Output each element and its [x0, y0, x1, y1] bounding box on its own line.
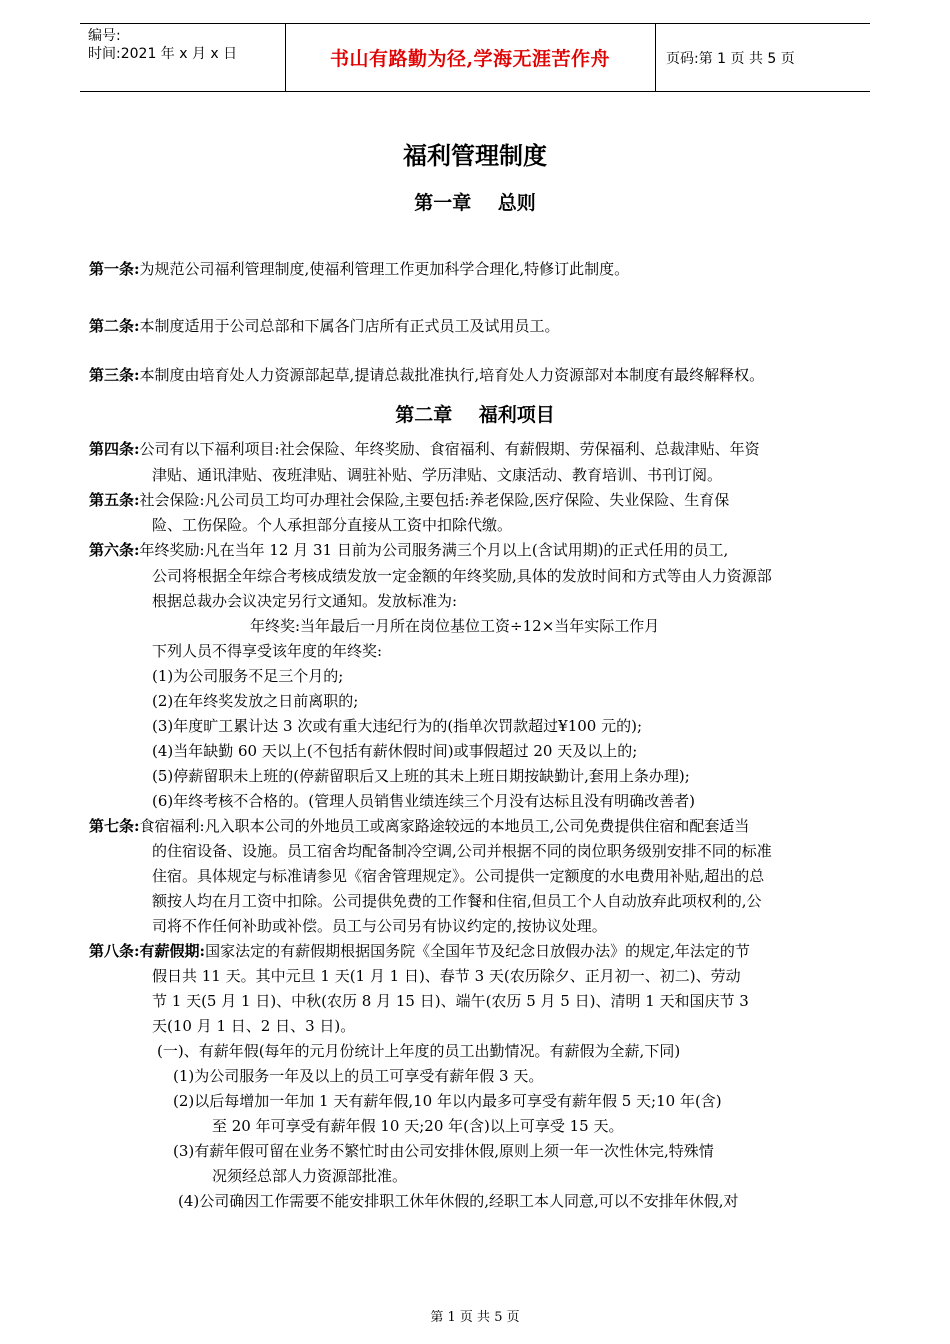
chapter-heading-2: 第二章 福利项目 [395, 404, 555, 426]
list-item: (1)为公司服务不足三个月的; [152, 667, 344, 685]
article-text-line: 根据总裁办会议决定另行文通知。发放标准为: [152, 592, 458, 610]
article-7 [89, 816, 749, 836]
bonus-formula: 年终奖:当年最后一月所在岗位基位工资÷12×当年实际工作月 [250, 617, 660, 635]
list-item: (5)停薪留职未上班的(停薪留职后又上班的其未上班日期按缺勤计,套用上条办理); [152, 767, 690, 785]
list-item-continuation: 况须经总部人力资源部批准。 [212, 1167, 408, 1185]
header-meta [88, 27, 284, 63]
article-1 [89, 259, 629, 279]
article-label: 第七条: [89, 817, 140, 835]
document-number-label: 编号: [88, 28, 121, 44]
article-text: 本制度适用于公司总部和下属各门店所有正式员工及试用员工。 [139, 317, 560, 335]
article-text-line: 下列人员不得享受该年度的年终奖: [152, 642, 383, 660]
header-page-info: 页码:第 1 页 共 5 页 [666, 51, 795, 67]
page-footer: 第 1 页 共 5 页 [430, 1310, 520, 1325]
list-item: (3)年度旷工累计达 3 次或有重大违纪行为的(指单次罚款超过¥100 元的); [152, 717, 643, 735]
article-label: 第六条: [89, 541, 140, 559]
list-item: (6)年终考核不合格的。(管理人员销售业绩连续三个月没有达标且没有明确改善者) [152, 792, 695, 810]
article-text-line: 司将不作任何补助或补偿。员工与公司另有协议约定的,按协议处理。 [152, 917, 607, 935]
document-title: 福利管理制度 [403, 142, 547, 170]
article-text-line: 天(10 月 1 日、2 日、3 日)。 [152, 1017, 356, 1035]
page-header [80, 23, 870, 92]
article-text: 为规范公司福利管理制度,使福利管理工作更加科学合理化,特修订此制度。 [139, 260, 630, 278]
header-divider [655, 24, 656, 91]
chapter-heading-1: 第一章 总则 [414, 192, 536, 214]
article-label: 第三条: [89, 366, 140, 384]
article-text-line: 住宿。具体规定与标准请参见《宿舍管理规定》。公司提供一定额度的水电费用补贴,超出的总 [152, 867, 765, 885]
article-text-line: 额按人均在月工资中扣除。公司提供免费的工作餐和住宿,但员工个人自动放弃此项权利的,公 [152, 892, 762, 910]
article-text: 本制度由培育处人力资源部起草,提请总裁批准执行,培育处人力资源部对本制度有最终解释权。 [139, 366, 765, 384]
article-4 [89, 439, 760, 459]
article-text: 食宿福利:凡入职本公司的外地员工或离家路途较远的本地员工,公司免费提供住宿和配套适当 [139, 817, 750, 835]
list-item: (2)在年终奖发放之日前离职的; [152, 692, 359, 710]
article-text: 公司有以下福利项目:社会保险、年终奖励、食宿福利、有薪假期、劳保福利、总裁津贴、年资 [139, 440, 760, 458]
document-time-label: 时间:2021 年 x 月 x 日 [88, 46, 238, 62]
section-heading: (一)、有薪年假(每年的元月份统计上年度的员工出勤情况。有薪假为全薪,下同) [157, 1042, 681, 1060]
list-item: (4)当年缺勤 60 天以上(不包括有薪休假时间)或事假超过 20 天及以上的; [152, 742, 638, 760]
article-text-line: 津贴、通讯津贴、夜班津贴、调驻补贴、学历津贴、文康活动、教育培训、书刊订阅。 [152, 466, 723, 484]
article-text: 国家法定的有薪假期根据国务院《全国年节及纪念日放假办法》的规定,年法定的节 [205, 942, 750, 960]
article-subject: 有薪假期: [139, 942, 206, 960]
article-3 [89, 365, 764, 385]
article-6 [89, 540, 728, 560]
article-text: 社会保险:凡公司员工均可办理社会保险,主要包括:养老保险,医疗保险、失业保险、生育保 [139, 491, 730, 509]
article-2 [89, 316, 560, 336]
article-text: 年终奖励:凡在当年 12 月 31 日前为公司服务满三个月以上(含试用期)的正式任用的员工, [139, 541, 729, 559]
article-label: 第八条: [89, 942, 140, 960]
list-item: (4)公司确因工作需要不能安排职工休年休假的,经职工本人同意,可以不安排年休假,对 [178, 1192, 739, 1210]
list-item: (1)为公司服务一年及以上的员工可享受有薪年假 3 天。 [173, 1067, 544, 1085]
list-item: (3)有薪年假可留在业务不繁忙时由公司安排休假,原则上须一年一次性休完,特殊情 [173, 1142, 714, 1160]
article-label: 第一条: [89, 260, 140, 278]
article-text-line: 节 1 天(5 月 1 日)、中秋(农历 8 月 15 日)、端午(农历 5 月 5 日)、清明 1 天和国庆节 3 [152, 992, 749, 1010]
article-8 [89, 941, 750, 961]
list-item-continuation: 至 20 年可享受有薪年假 10 天;20 年(含)以上可享受 15 天。 [212, 1117, 624, 1135]
article-text-line: 的住宿设备、设施。员工宿舍均配备制冷空调,公司并根据不同的岗位职务级别安排不同的标准 [152, 842, 772, 860]
article-text-line: 险、工伤保险。个人承担部分直接从工资中扣除代缴。 [152, 516, 513, 534]
article-label: 第五条: [89, 491, 140, 509]
list-item: (2)以后每增加一年加 1 天有薪年假,10 年以内最多可享受有薪年假 5 天;10 年(含) [173, 1092, 722, 1110]
article-text-line: 假日共 11 天。其中元旦 1 天(1 月 1 日)、春节 3 天(农历除夕、正月初一、初二)、劳动 [152, 967, 741, 985]
article-label: 第四条: [89, 440, 140, 458]
article-label: 第二条: [89, 317, 140, 335]
article-5 [89, 490, 729, 510]
header-motto: 书山有路勤为径,学海无涯苦作舟 [329, 48, 611, 70]
article-text-line: 公司将根据全年综合考核成绩发放一定金额的年终奖励,具体的发放时间和方式等由人力资源部 [152, 567, 772, 585]
